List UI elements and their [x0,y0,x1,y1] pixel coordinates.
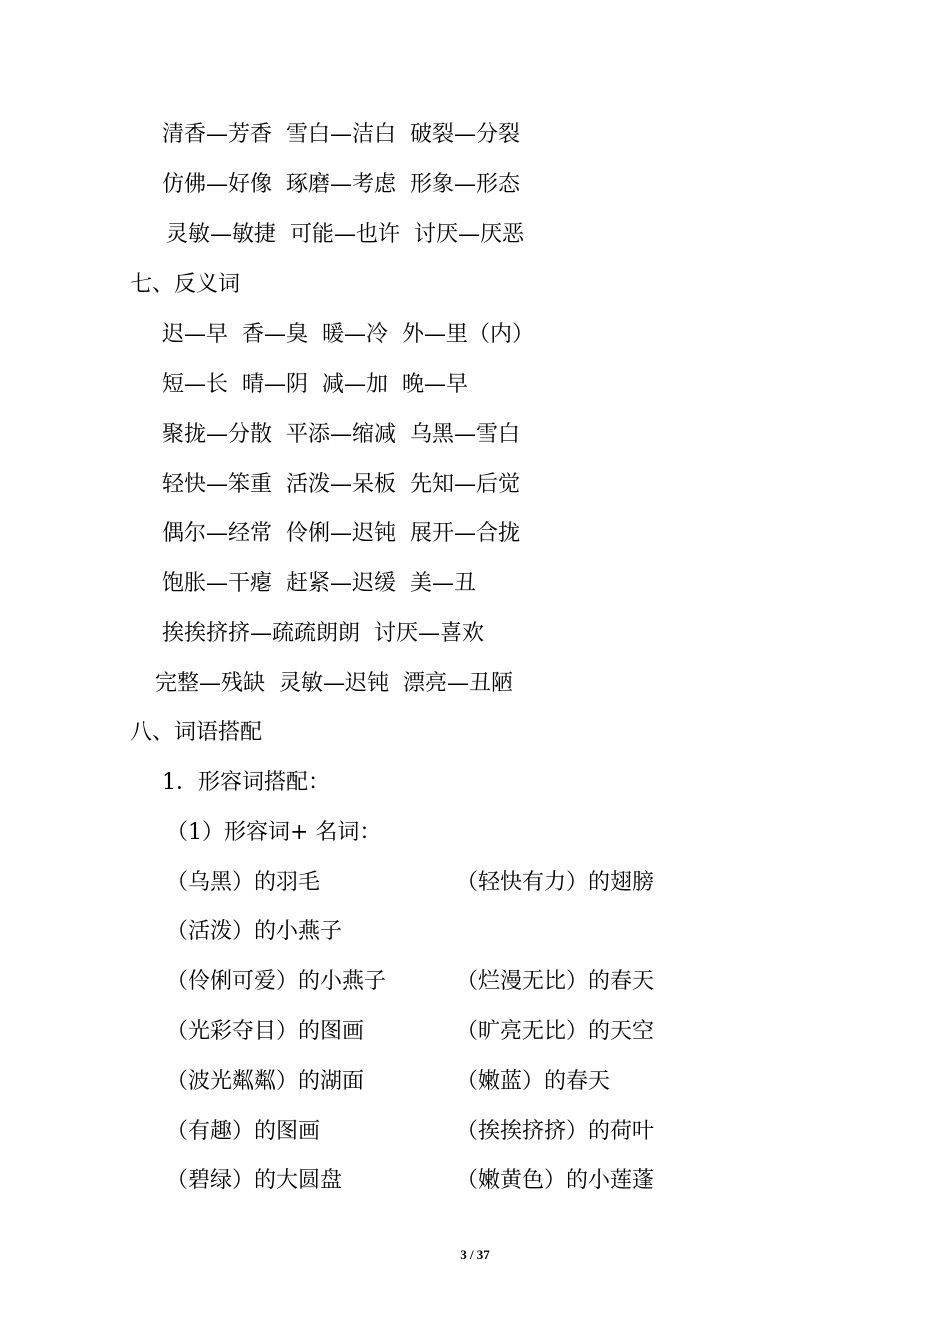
collocation-left-6: （有趣）的图画 [166,1119,321,1144]
collocation-right-3: （烂漫无比）的春天 [456,969,655,994]
collocation-left-4: （光彩夺目）的图画 [166,1019,365,1044]
collocation-left-1: （乌黑）的羽毛 [166,870,321,895]
synonym-line-3: 灵敏—敏捷 可能—也许 讨厌—厌恶 [166,222,524,247]
synonym-line-2: 仿佛—好像 琢磨—考虑 形象—形态 [162,172,520,197]
collocation-heading: 八、词语搭配 [130,720,263,745]
synonym-line-1: 清香—芳香 雪白—洁白 破裂—分裂 [162,122,520,147]
antonyms-heading: 七、反义词 [130,272,241,297]
collocation-right-7: （嫩黄色）的小莲蓬 [456,1168,655,1193]
collocation-subheading: 1．形容词搭配： [162,770,330,795]
page-indicator: 3 / 37 [460,1247,490,1262]
collocation-right-1: （轻快有力）的翅膀 [456,870,655,895]
collocation-left-3: （伶俐可爱）的小燕子 [166,969,387,994]
antonym-line-2: 短—长 晴—阴 减—加 晚—早 [162,372,468,397]
collocation-left-2: （活泼）的小燕子 [166,919,343,944]
collocation-subsubheading: （1）形容词+ 名词： [166,820,382,845]
collocation-right-6: （挨挨挤挤）的荷叶 [456,1119,655,1144]
collocation-right-5: （嫩蓝）的春天 [456,1069,611,1094]
collocation-left-7: （碧绿）的大圆盘 [166,1168,343,1193]
antonym-line-1: 迟—早 香—臭 暖—冷 外—里（内） [162,322,534,347]
collocation-right-4: （旷亮无比）的天空 [456,1019,655,1044]
antonym-line-4: 轻快—笨重 活泼—呆板 先知—后觉 [162,472,520,497]
antonym-line-5: 偶尔—经常 伶俐—迟钝 展开—合拢 [162,521,520,546]
antonym-line-3: 聚拢—分散 平添—缩减 乌黑—雪白 [162,422,520,447]
antonym-line-8: 完整—残缺 灵敏—迟钝 漂亮—丑陋 [155,671,513,696]
collocation-left-5: （波光粼粼）的湖面 [166,1069,365,1094]
antonym-line-6: 饱胀—干瘪 赶紧—迟缓 美—丑 [162,571,476,596]
antonym-line-7: 挨挨挤挤—疏疏朗朗 讨厌—喜欢 [162,621,484,646]
